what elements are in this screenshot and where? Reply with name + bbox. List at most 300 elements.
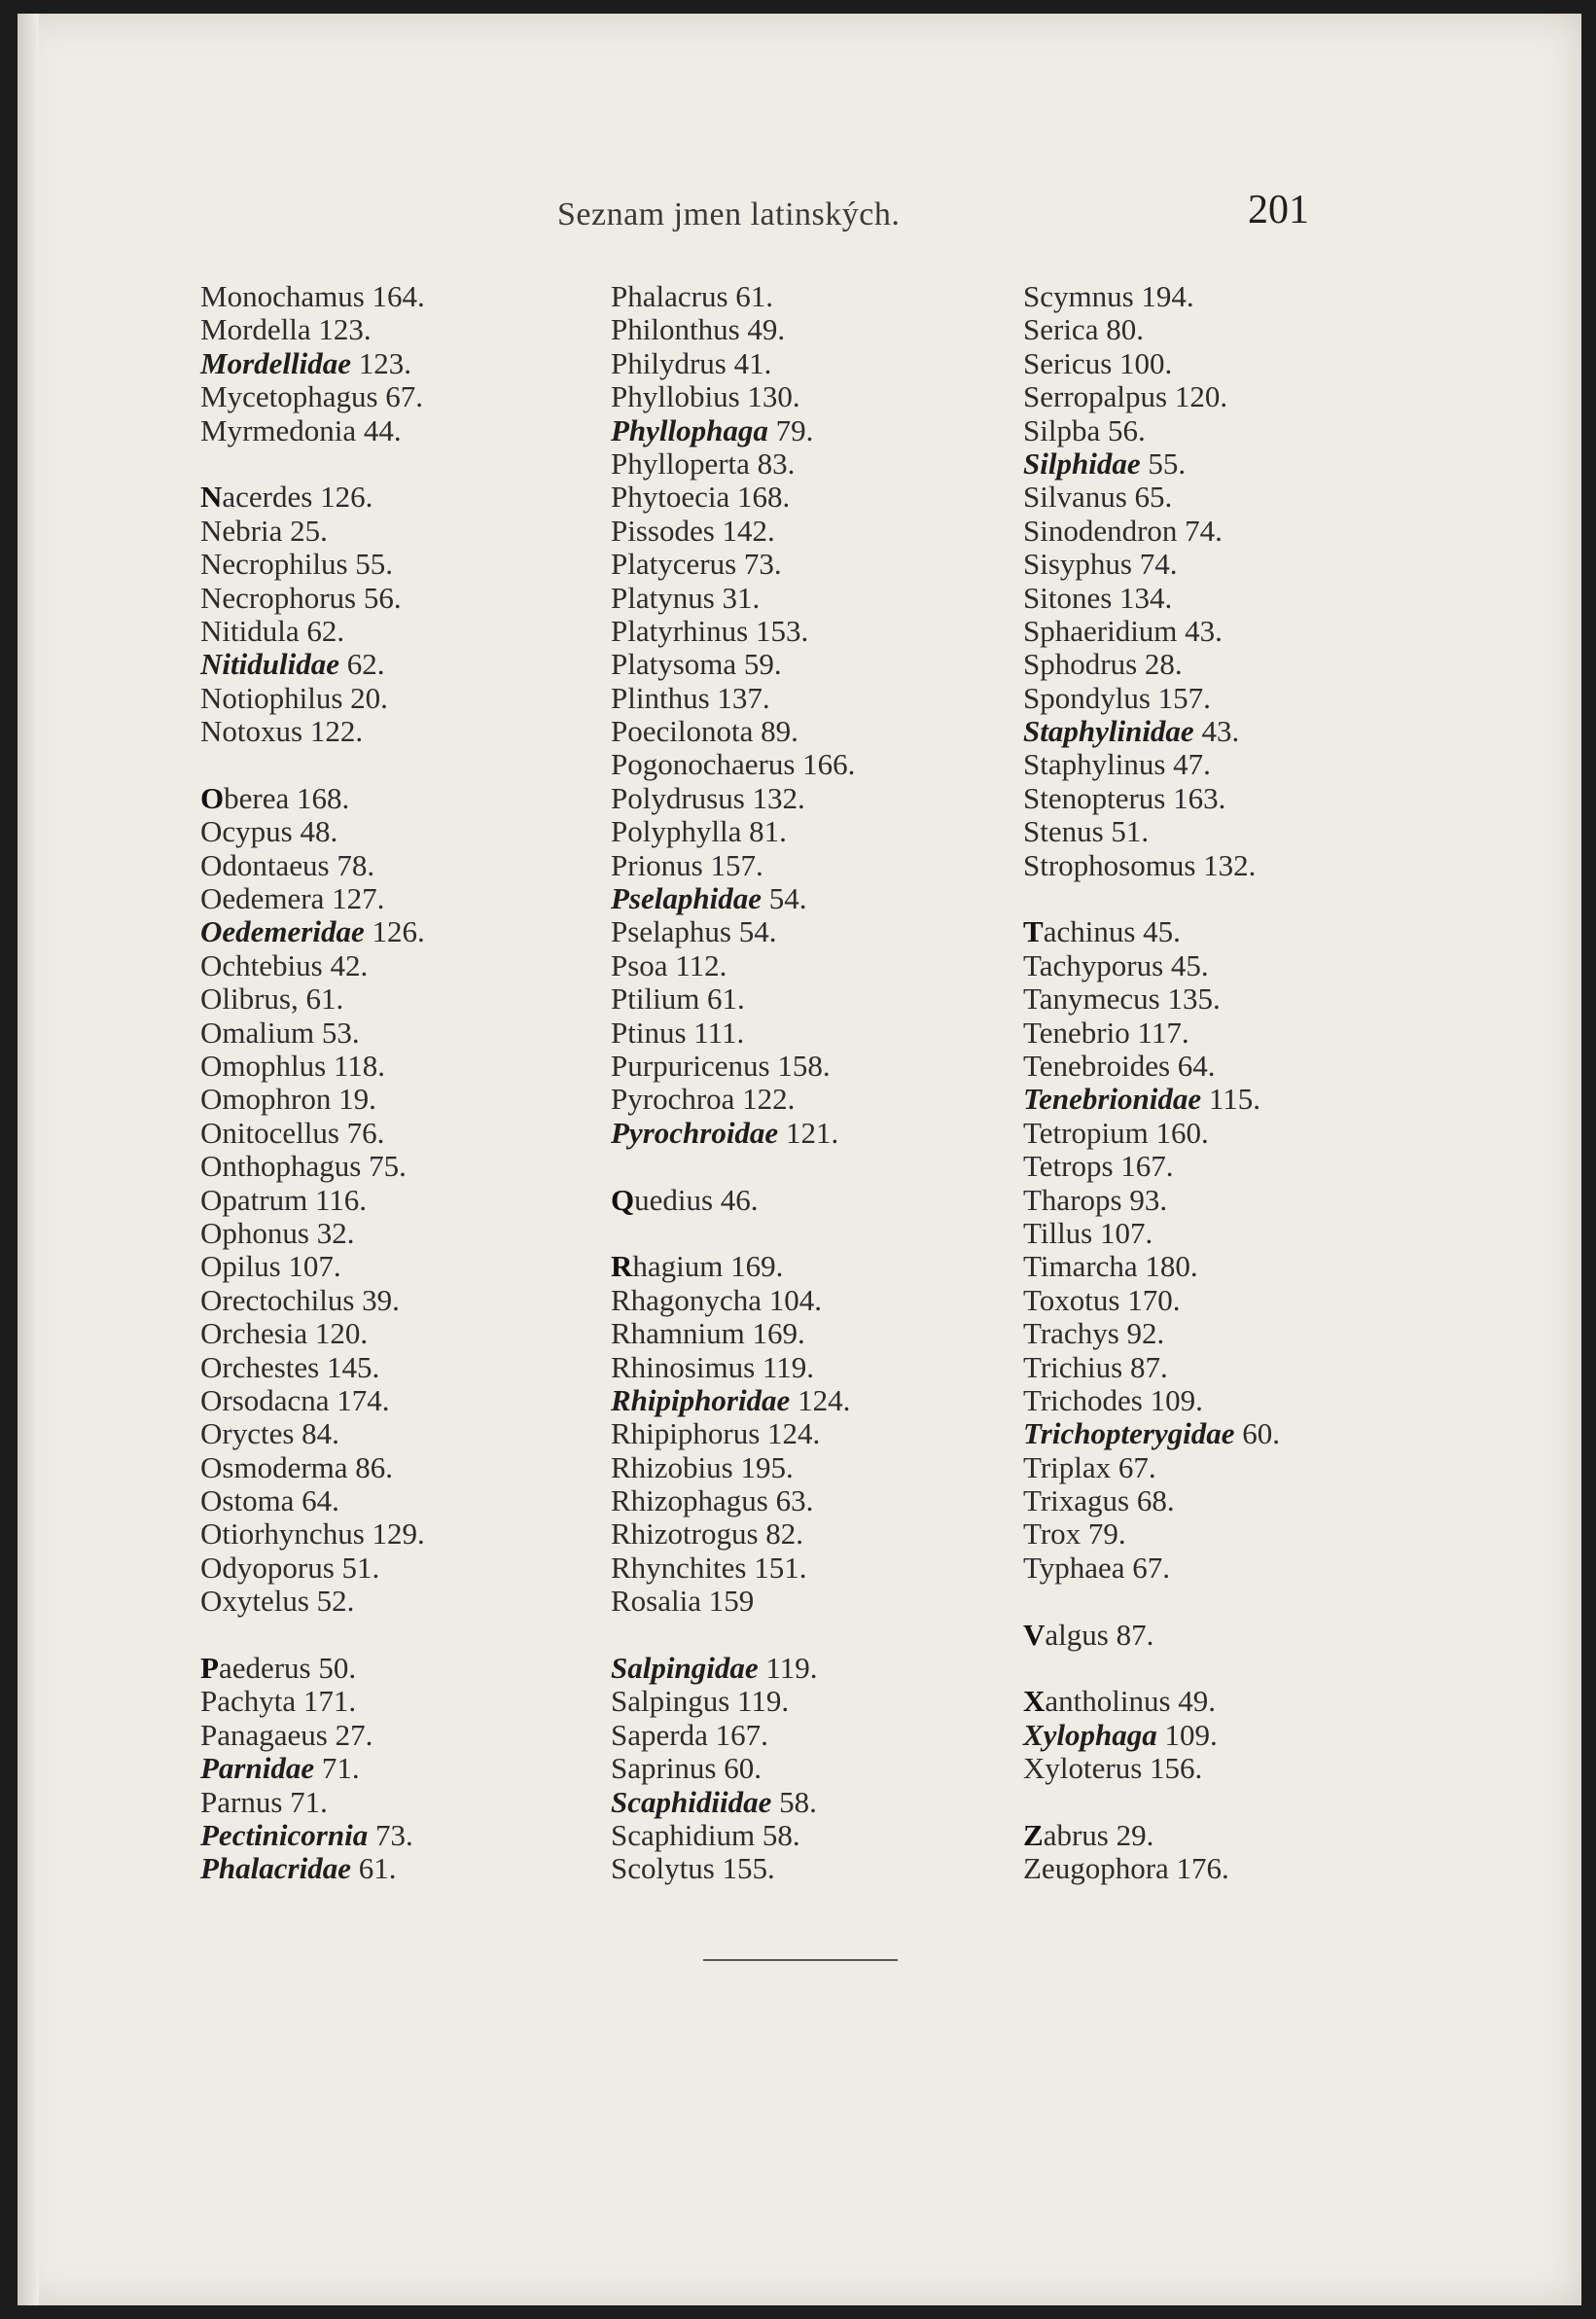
page-reference: 126.	[364, 914, 425, 949]
entry-text: Serica 80.	[1023, 312, 1144, 347]
page-number: 201	[1248, 188, 1309, 232]
family-name: Salpingidae	[611, 1651, 759, 1686]
index-entry	[611, 849, 855, 882]
entry-text: berea 168.	[224, 780, 350, 815]
index-entry	[1023, 1517, 1280, 1551]
page-reference: 79.	[767, 412, 814, 447]
index-column-1	[200, 280, 425, 1886]
index-entry	[1023, 1685, 1280, 1718]
index-entry	[1023, 1217, 1280, 1250]
entry-text: Olibrus, 61.	[200, 981, 344, 1017]
entry-text: Sisyphus 74.	[1023, 547, 1178, 582]
entry-text: aederus 50.	[218, 1651, 357, 1686]
entry-text: Scaphidium 58.	[611, 1817, 800, 1852]
index-entry	[611, 1317, 855, 1350]
index-column-2	[611, 280, 855, 1886]
index-entry	[200, 1719, 425, 1752]
index-entry	[200, 1552, 425, 1585]
index-entry	[1023, 313, 1280, 346]
entry-text: Pogonochaerus 166.	[611, 747, 856, 782]
entry-text: Philonthus 49.	[611, 312, 786, 347]
family-name: Scaphidiidae	[611, 1784, 772, 1819]
entry-text: Nitidula 62.	[200, 613, 345, 648]
entry-text: Strophosomus 132.	[1023, 847, 1257, 882]
index-entry	[1023, 815, 1280, 848]
entry-text: Trichius 87.	[1023, 1349, 1168, 1384]
index-entry	[611, 1284, 855, 1317]
index-entry-family	[611, 1117, 855, 1150]
index-entry	[1023, 615, 1280, 648]
index-entry-family	[611, 1786, 855, 1819]
entry-text: Osmoderma 86.	[200, 1449, 394, 1484]
entry-text: Spondylus 157.	[1023, 680, 1211, 715]
index-entry	[1023, 748, 1280, 781]
entry-text: Sinodendron 74.	[1023, 513, 1223, 548]
index-entry	[1023, 982, 1280, 1016]
index-entry	[611, 1852, 855, 1885]
index-entry	[1023, 1484, 1280, 1517]
entry-text: Ostoma 64.	[200, 1483, 339, 1518]
page-reference: 71.	[314, 1751, 360, 1786]
index-entry	[611, 1719, 855, 1752]
entry-text: Staphylinus 47.	[1023, 747, 1211, 782]
family-name: Rhipiphoridae	[611, 1382, 791, 1417]
index-entry	[1023, 481, 1280, 514]
entry-text: Oryctes 84.	[200, 1416, 339, 1451]
index-gap	[200, 1619, 425, 1652]
index-entry	[611, 715, 855, 748]
entry-text: Platycerus 73.	[611, 547, 782, 582]
index-entry	[611, 380, 855, 413]
index-entry	[200, 1317, 425, 1350]
family-name: Mordellidae	[200, 345, 351, 380]
index-entry	[1023, 1317, 1280, 1350]
letter-section-initial: Z	[1023, 1817, 1044, 1852]
closing-rule	[703, 1959, 898, 1961]
entry-text: Rhynchites 151.	[611, 1550, 807, 1585]
index-entry	[611, 1752, 855, 1785]
index-gap	[200, 447, 425, 481]
entry-text: Polydrusus 132.	[611, 780, 805, 815]
index-entry	[200, 782, 425, 815]
entry-text: Panagaeus 27.	[200, 1717, 373, 1752]
entry-text: Pachyta 171.	[200, 1684, 357, 1719]
entry-text: Ochtebius 42.	[200, 947, 369, 982]
index-entry	[1023, 949, 1280, 982]
entry-text: Tetropium 160.	[1023, 1115, 1209, 1150]
index-gap	[611, 1150, 855, 1183]
entry-text: Phyllobius 130.	[611, 379, 800, 414]
entry-text: Sphodrus 28.	[1023, 647, 1183, 682]
entry-text: Orchestes 145.	[200, 1349, 380, 1384]
index-entry-family	[611, 882, 855, 915]
index-entry	[611, 1517, 855, 1551]
index-entry	[611, 815, 855, 848]
index-column-3	[1023, 280, 1280, 1886]
index-entry	[200, 1451, 425, 1484]
family-name: Pyrochroidae	[611, 1115, 779, 1150]
entry-text: Orsodacna 174.	[200, 1382, 390, 1417]
index-entry	[200, 815, 425, 848]
entry-text: Silvanus 65.	[1023, 480, 1173, 515]
entry-text: Xyloterus 156.	[1023, 1751, 1203, 1786]
index-entry	[611, 515, 855, 548]
index-entry	[611, 1050, 855, 1083]
running-title: Seznam jmen latinských.	[557, 196, 901, 232]
index-entry	[200, 882, 425, 915]
entry-text: Prionus 157.	[611, 847, 763, 882]
page-reference: 60.	[1234, 1416, 1281, 1451]
index-entry	[200, 1585, 425, 1618]
index-entry	[1023, 347, 1280, 380]
family-name: Pselaphidae	[611, 881, 762, 916]
index-entry-family	[1023, 715, 1280, 748]
family-name: Silphidae	[1023, 446, 1141, 481]
entry-text: Silpba 56.	[1023, 412, 1146, 447]
index-entry	[611, 915, 855, 948]
index-entry	[1023, 1819, 1280, 1852]
entry-text: Scolytus 155.	[611, 1851, 775, 1886]
page-reference: 73.	[368, 1817, 413, 1852]
index-entry	[611, 447, 855, 481]
index-entry	[611, 313, 855, 346]
index-gap	[1023, 1585, 1280, 1618]
page-reference: 115.	[1201, 1082, 1260, 1117]
family-name: Staphylinidae	[1023, 714, 1194, 749]
index-entry-family	[200, 1819, 425, 1852]
entry-text: Philydrus 41.	[611, 345, 772, 380]
entry-text: Triplax 67.	[1023, 1449, 1156, 1484]
entry-text: Purpuricenus 158.	[611, 1048, 831, 1083]
page-reference: 123.	[351, 345, 411, 380]
index-entry	[200, 1351, 425, 1384]
entry-text: Platysoma 59.	[611, 647, 782, 682]
index-entry	[200, 582, 425, 615]
entry-text: Typhaea 67.	[1023, 1550, 1171, 1585]
entry-text: Otiorhynchus 129.	[200, 1516, 425, 1552]
index-entry	[200, 1083, 425, 1116]
page-reference: 58.	[771, 1784, 817, 1819]
entry-text: Sphaeridium 43.	[1023, 613, 1223, 648]
index-entry	[1023, 1852, 1280, 1885]
index-entry	[1023, 1384, 1280, 1417]
index-entry	[200, 1250, 425, 1283]
entry-text: Salpingus 119.	[611, 1684, 790, 1719]
index-entry	[1023, 1619, 1280, 1652]
index-entry	[200, 1117, 425, 1150]
family-name: Phyllophaga	[611, 412, 768, 447]
index-entry	[611, 280, 855, 313]
family-name: Phalacridae	[200, 1851, 351, 1886]
index-entry	[611, 949, 855, 982]
index-entry	[611, 748, 855, 781]
entry-text: Tetrops 167.	[1023, 1149, 1174, 1184]
index-entry	[611, 782, 855, 815]
index-entry	[200, 615, 425, 648]
index-entry-family	[200, 648, 425, 681]
entry-text: Toxotus 170.	[1023, 1282, 1181, 1317]
index-entry	[611, 982, 855, 1016]
family-name: Xylophaga	[1023, 1717, 1157, 1752]
entry-text: Rhizophagus 63.	[611, 1483, 814, 1518]
entry-text: abrus 29.	[1043, 1817, 1154, 1852]
index-entry	[200, 1685, 425, 1718]
family-name: Nitidulidae	[200, 647, 339, 682]
index-entry	[200, 1786, 425, 1819]
letter-section-initial: P	[200, 1651, 219, 1686]
entry-text: acerdes 126.	[222, 480, 373, 515]
entry-text: Trachys 92.	[1023, 1316, 1165, 1351]
index-gap	[1023, 1786, 1280, 1819]
entry-text: Opatrum 116.	[200, 1182, 368, 1217]
entry-text: Pissodes 142.	[611, 513, 775, 548]
index-entry	[611, 1819, 855, 1852]
index-entry	[611, 648, 855, 681]
entry-text: Tanymecus 135.	[1023, 981, 1221, 1017]
family-name: Parnidae	[200, 1751, 315, 1786]
entry-text: Mycetophagus 67.	[200, 379, 424, 414]
index-entry	[200, 1184, 425, 1217]
index-entry	[1023, 1184, 1280, 1217]
index-entry	[200, 1417, 425, 1450]
entry-text: Orectochilus 39.	[200, 1282, 400, 1317]
entry-text: Onitocellus 76.	[200, 1115, 385, 1150]
entry-text: Platynus 31.	[611, 580, 761, 615]
index-entry-family	[611, 1652, 855, 1685]
entry-text: Mordella 123.	[200, 312, 372, 347]
index-entry-family	[200, 347, 425, 380]
index-entry	[1023, 548, 1280, 581]
book-page	[18, 14, 1581, 2305]
index-entry-family	[1023, 1719, 1280, 1752]
index-entry	[1023, 1250, 1280, 1283]
index-gap	[200, 748, 425, 781]
entry-text: Platyrhinus 153.	[611, 613, 809, 648]
entry-text: antholinus 49.	[1045, 1684, 1217, 1719]
entry-text: Saprinus 60.	[611, 1751, 762, 1786]
index-entry	[200, 1217, 425, 1250]
entry-text: Stenopterus 163.	[1023, 780, 1226, 815]
index-entry	[200, 1484, 425, 1517]
family-name: Tenebrionidae	[1023, 1082, 1202, 1117]
index-entry	[611, 1552, 855, 1585]
index-entry	[611, 1451, 855, 1484]
entry-text: Necrophorus 56.	[200, 580, 402, 615]
page-reference: 55.	[1140, 446, 1187, 481]
index-entry	[611, 1351, 855, 1384]
index-entry	[200, 380, 425, 413]
entry-text: Ptilium 61.	[611, 981, 745, 1017]
entry-text: uedius 46.	[634, 1182, 759, 1217]
entry-text: Trichodes 109.	[1023, 1382, 1203, 1417]
index-entry	[200, 313, 425, 346]
entry-text: Sericus 100.	[1023, 345, 1173, 380]
index-entry	[1023, 1050, 1280, 1083]
index-entry	[200, 849, 425, 882]
entry-text: Ocypus 48.	[200, 814, 338, 849]
entry-text: Nebria 25.	[200, 513, 328, 548]
index-entry	[200, 949, 425, 982]
index-entry	[1023, 280, 1280, 313]
entry-text: Rhizotrogus 82.	[611, 1516, 804, 1552]
letter-section-initial: V	[1023, 1617, 1046, 1652]
index-entry	[611, 1017, 855, 1050]
page-reference: 124.	[790, 1382, 851, 1417]
index-entry	[1023, 1752, 1280, 1785]
index-entry	[200, 1017, 425, 1050]
index-entry	[1023, 1017, 1280, 1050]
entry-text: Ophonus 32.	[200, 1215, 355, 1250]
index-entry-family	[1023, 1417, 1280, 1450]
entry-text: Stenus 51.	[1023, 814, 1150, 849]
index-gap	[1023, 1652, 1280, 1685]
index-entry-family	[611, 1384, 855, 1417]
index-entry	[200, 682, 425, 715]
entry-text: Rhipiphorus 124.	[611, 1416, 821, 1451]
entry-text: Poecilonota 89.	[611, 714, 798, 749]
letter-section-initial: O	[200, 780, 225, 815]
family-name: Pectinicornia	[200, 1817, 369, 1852]
page-reference: 119.	[758, 1651, 818, 1686]
index-gap	[1023, 882, 1280, 915]
entry-text: Opilus 107.	[200, 1249, 341, 1284]
index-entry	[200, 481, 425, 514]
letter-section-initial: N	[200, 480, 223, 515]
letter-section-initial: X	[1023, 1684, 1046, 1719]
entry-text: Notoxus 122.	[200, 714, 364, 749]
index-entry	[1023, 682, 1280, 715]
index-entry	[200, 548, 425, 581]
page-reference: 54.	[762, 881, 807, 916]
index-entry	[200, 1652, 425, 1685]
entry-text: Plinthus 137.	[611, 680, 770, 715]
entry-text: Monochamus 164.	[200, 279, 425, 313]
entry-text: Onthophagus 75.	[200, 1149, 407, 1184]
entry-text: Tenebroides 64.	[1023, 1048, 1216, 1083]
entry-text: Pyrochroa 122.	[611, 1082, 796, 1117]
page-header	[18, 187, 1581, 245]
entry-text: Phytoecia 168.	[611, 480, 791, 515]
entry-text: Orchesia 120.	[200, 1316, 369, 1351]
index-entry	[611, 1685, 855, 1718]
index-entry	[1023, 1150, 1280, 1183]
index-entry	[1023, 915, 1280, 948]
index-entry	[1023, 782, 1280, 815]
entry-text: Polyphylla 81.	[611, 814, 787, 849]
entry-text: Rhinosimus 119.	[611, 1349, 814, 1384]
family-name: Trichopterygidae	[1023, 1416, 1235, 1451]
entry-text: Zeugophora 176.	[1023, 1851, 1229, 1886]
index-gap	[611, 1217, 855, 1250]
page-reference: 43.	[1193, 714, 1240, 749]
entry-text: Notiophilus 20.	[200, 680, 388, 715]
index-entry	[611, 582, 855, 615]
index-entry	[200, 1384, 425, 1417]
index-entry	[611, 1250, 855, 1283]
entry-text: Tharops 93.	[1023, 1182, 1168, 1217]
entry-text: Serropalpus 120.	[1023, 379, 1228, 414]
index-entry-family	[1023, 447, 1280, 481]
index-entry	[1023, 1117, 1280, 1150]
index-entry	[200, 715, 425, 748]
entry-text: Myrmedonia 44.	[200, 412, 402, 447]
entry-text: Trixagus 68.	[1023, 1483, 1175, 1518]
index-entry	[1023, 414, 1280, 447]
index-entry	[1023, 849, 1280, 882]
page-gutter-shadow	[18, 14, 39, 2305]
index-entry	[200, 1517, 425, 1551]
entry-text: Scymnus 194.	[1023, 279, 1194, 313]
page-reference: 61.	[351, 1851, 397, 1886]
index-entry-family	[200, 1852, 425, 1885]
index-entry	[611, 1585, 855, 1618]
index-entry	[200, 280, 425, 313]
index-entry	[1023, 582, 1280, 615]
entry-text: Rhamnium 169.	[611, 1316, 805, 1351]
entry-text: Tachyporus 45.	[1023, 947, 1209, 982]
index-entry	[200, 982, 425, 1016]
index-entry	[1023, 1284, 1280, 1317]
letter-section-initial: T	[1023, 914, 1044, 949]
index-entry	[611, 481, 855, 514]
entry-text: Omophron 19.	[200, 1082, 376, 1117]
entry-text: Saperda 167.	[611, 1717, 768, 1752]
entry-text: Omophlus 118.	[200, 1048, 386, 1083]
index-entry	[1023, 1451, 1280, 1484]
entry-text: Pselaphus 54.	[611, 914, 777, 949]
index-entry	[200, 414, 425, 447]
index-entry	[1023, 648, 1280, 681]
entry-text: Necrophilus 55.	[200, 547, 394, 582]
entry-text: Omalium 53.	[200, 1015, 360, 1050]
entry-text: Rosalia 159	[611, 1584, 755, 1619]
index-entry	[200, 1050, 425, 1083]
entry-text: Odontaeus 78.	[200, 847, 375, 882]
index-entry	[200, 515, 425, 548]
index-entry-family	[200, 915, 425, 948]
entry-text: Psoa 112.	[611, 947, 727, 982]
index-entry	[611, 1484, 855, 1517]
index-entry	[611, 682, 855, 715]
page-reference: 121.	[778, 1115, 839, 1150]
letter-section-initial: Q	[611, 1182, 635, 1217]
entry-text: Oedemera 127.	[200, 881, 385, 916]
index-entry-family	[611, 414, 855, 447]
index-entry	[200, 1284, 425, 1317]
index-entry	[611, 615, 855, 648]
index-entry-family	[1023, 1083, 1280, 1116]
entry-text: algus 87.	[1045, 1617, 1154, 1652]
family-name: Oedemeridae	[200, 914, 365, 949]
page-reference: 62.	[338, 647, 385, 682]
entry-text: Rhagonycha 104.	[611, 1282, 822, 1317]
entry-text: Ptinus 111.	[611, 1015, 745, 1050]
entry-text: Trox 79.	[1023, 1516, 1126, 1552]
index-entry	[611, 1083, 855, 1116]
index-entry	[200, 1150, 425, 1183]
letter-section-initial: R	[611, 1249, 633, 1284]
entry-text: Timarcha 180.	[1023, 1249, 1198, 1284]
index-entry	[1023, 380, 1280, 413]
entry-text: hagium 169.	[632, 1249, 784, 1284]
entry-text: Phalacrus 61.	[611, 279, 774, 313]
index-entry	[611, 548, 855, 581]
index-entry	[611, 1417, 855, 1450]
index-gap	[611, 1619, 855, 1652]
entry-text: Parnus 71.	[200, 1784, 328, 1819]
entry-text: Sitones 134.	[1023, 580, 1173, 615]
entry-text: Odyoporus 51.	[200, 1550, 380, 1585]
